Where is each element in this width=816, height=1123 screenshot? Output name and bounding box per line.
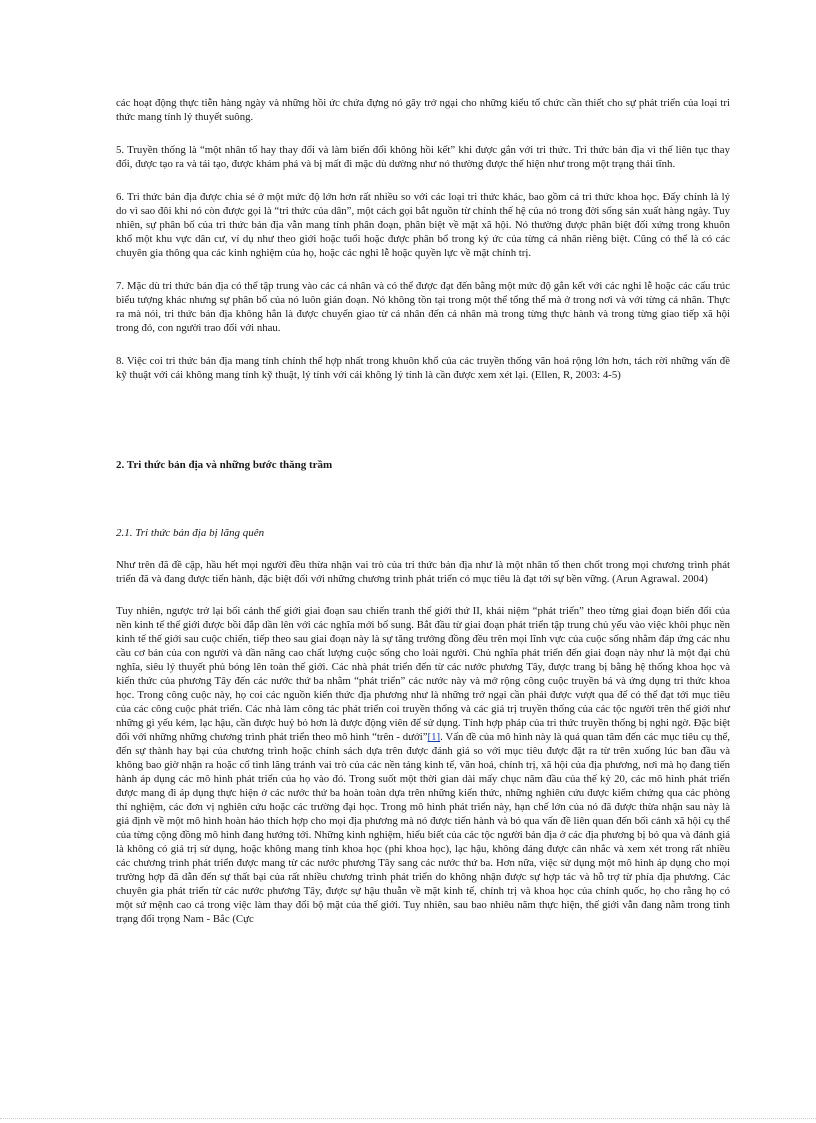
list-item-6: 6. Tri thức bản địa được chia sẻ ở một mức độ lớn hơn rất nhiều so với các loại tri thức khác, bao gồm cả tri thức khoa học. Đấy chính là lý do vì sao đôi khi nó còn được gọi là “tri thức của dân”, một cách gọi bắt nguồn từ chính thế hệ của nó trong đời sống sản xuất hàng ngày. Tuy nhiên, sự phân bố của tri thức bản địa vẫn mang tính phân đoạn, phân biệt về mặt xã hội. Nó thường được phân biệt đối xứng trong khuôn khổ một khu vực dân cư, ví dụ như theo giới hoặc tuổi hoặc được phân bổ trong ký ức của từng cá nhân riêng biệt. Cũng có thể là có các chuyên gia thông qua các kinh nghiệm của họ, hoặc các nghi lễ hoặc quyền lực về mặt chính trị. [116, 191, 730, 259]
paragraph-2-part-1: Tuy nhiên, ngược trở lại bối cảnh thế giới giai đoạn sau chiến tranh thế giới thứ II, khái niệm “phát triển” theo từng giai đoạn biến đổi của nền kinh tế thế giới được bồi đắp dần lên với các nghĩa mới bổ sung. Bắt đầu từ giai đoạn phát triển tập trung chủ yếu vào việc khôi phục nền kinh tế thế giới sau cuộc chiến, tiếp theo sau giai đoạn này là sự tăng trưởng đồng đều trên mọi lĩnh vực của cuộc sống nhằm đáp ứng các nhu cầu cơ bản của con người và dần nâng cao chất lượng cuộc sống cho loài người. Chủ nghĩa phát triển đến giai đoạn này như là một đại chủ nghĩa, siêu lý thuyết phủ bóng lên toàn thế giới. Các nhà phát triển đến từ các nước phương Tây, được trang bị bằng hệ thống khoa học và kiến thức của phương Tây đến các nước thứ ba nhằm “phát triển” các nước này và mở rộng công cuộc truyền bá và ứng dụng tri thức khoa học. Trong công cuộc này, họ coi các nguồn kiến thức địa phương như là những trở ngại cần phải được vượt qua để có thể đạt tới mục tiêu của các công cuộc phát triển. Các nhà làm công tác phát triển coi truyền thống và các giá trị truyền thống của các tộc người trên thế giới như những gì yếu kém, lạc hậu, cần được huỷ bỏ hơn là được động viên để sử dụng. Tính hợp pháp của tri thức truyền thống bị nghi ngờ. Đặc biệt đối với những những chương trình phát triển theo mô hình “trên - dưới” [116, 605, 730, 743]
paragraph-2 [116, 604, 730, 926]
footnote-link[interactable]: [1] [427, 731, 441, 743]
list-item-5: 5. Truyền thống là “một nhân tố hay thay đổi và làm biến đổi không hồi kết” khi được gắn với tri thức. Tri thức bản địa vì thế liên tục thay đổi, được tạo ra và tái tạo, được khám phá và bị mất đi mặc dù dường như nó thường được thể hiện như trong một trạng thái tĩnh. [116, 144, 730, 170]
list-item-7: 7. Mặc dù tri thức bản địa có thể tập trung vào các cá nhân và có thể được đạt đến bằng một mức độ gắn kết với các nghi lễ hoặc các cấu trúc biểu tượng khác nhưng sự phân bố của nó luôn gián đoạn. Nó không tồn tại trong một thể tổng thể mà ở trong nơi và với từng cá nhân. Thực ra mà nói, tri thức bản địa không hẳn là được chuyển giao từ cá nhân đến cá nhân mà trong từng thực hành và trong từng giao tiếp xã hội trong đó, con người trao đổi với nhau. [116, 280, 730, 334]
paragraph-1: Như trên đã đề cập, hầu hết mọi người đều thừa nhận vai trò của tri thức bản địa như là một nhân tố then chốt trong mọi chương trình phát triển đã và đang được tiến hành, đặc biệt đối với những chương trình phát triển có mục tiêu là đạt tới sự bền vững. (Arun Agrawal. 2004) [116, 559, 730, 585]
list-item-8: 8. Việc coi tri thức bản địa mang tính chỉnh thể hợp nhất trong khuôn khổ của các truyền thống văn hoá rộng lớn hơn, tách rời những vấn đề kỹ thuật với cái không mang tính kỹ thuật, lý tính với cái không lý tính là cần được xem xét lại. (Ellen, R, 2003: 4-5) [116, 355, 730, 381]
paragraph-2-part-2: . Vấn đề của mô hình này là quá quan tâm đến các mục tiêu cụ thể, đến sự thành hay bại của chương trình hoặc chính sách dựa trên được đánh giá so với mục tiêu được đặt ra từ trên xuống lúc ban đầu và không bao giờ nhận ra hoặc cố tình lãng tránh vai trò của các nền tảng kinh tế, văn hoá, chính trị, xã hội của địa phương, nơi mà họ đang tiến hành áp dụng các mô hình phát triển của họ vào đó. Trong suốt một thời gian dài mấy chục năm đầu của thế kỷ 20, các mô hình phát triển được mang đi áp dụng thực hiện ở các nước thứ ba hoàn toàn dựa trên những kiến thức, những nghiên cứu được kiểm chứng qua các phòng thí nghiệm, các đơn vị nghiên cứu hoặc các trường đại học. Trong mô hình phát triển này, hạn chế lớn của nó đã được thừa nhận sau này là giả định về một mô hình hoàn hảo thích hợp cho mọi địa phương mà nó được tiến hành và bỏ qua vấn đề liên quan đến bối cảnh xã hội cụ thể của từng cộng đồng mô hình đang hướng tới. Những kinh nghiệm, hiểu biết của các tộc người bản địa ở các địa phương bị bỏ qua và đánh giá là không có giá trị sử dụng, hoặc không mang tính khoa học (phi khoa học), lạc hậu, không đáng được cân nhắc và xem xét trong rất nhiều các chương trình phát triển được mang từ các nước phương Tây sang các nước thứ ba. Hơn nữa, việc sử dụng một mô hình áp dụng cho mọi trường hợp đã dẫn đến sự thất bại của rất nhiều chương trình phát triển do không nhận được sự hợp tác và hỗ trợ từ phía địa phương. Các chuyên gia phát triển từ các nước phương Tây, được sự hậu thuẫn về mặt kinh tế, chính trị và khoa học của chính quốc, họ cho rằng họ có một sứ mệnh cao cả trong việc làm thay đổi bộ mặt của thế giới. Tuy nhiên, sau bao nhiêu năm thực hiện, thế giới vẫn đang nằm trong tình trạng đối trọng Nam - Bắc (Cực [116, 731, 730, 925]
intro-continuation: các hoạt động thực tiễn hàng ngày và những hồi ức chứa đựng nó gây trở ngại cho những kiểu tổ chức cần thiết cho sự phát triển của loại tri thức mang tính lý thuyết suông. [116, 97, 730, 123]
page-bottom-divider [0, 1118, 816, 1119]
section-heading: 2. Tri thức bản địa và những bước thăng trầm [116, 459, 333, 471]
subsection-heading: 2.1. Tri thức bản địa bị lãng quên [116, 527, 265, 539]
